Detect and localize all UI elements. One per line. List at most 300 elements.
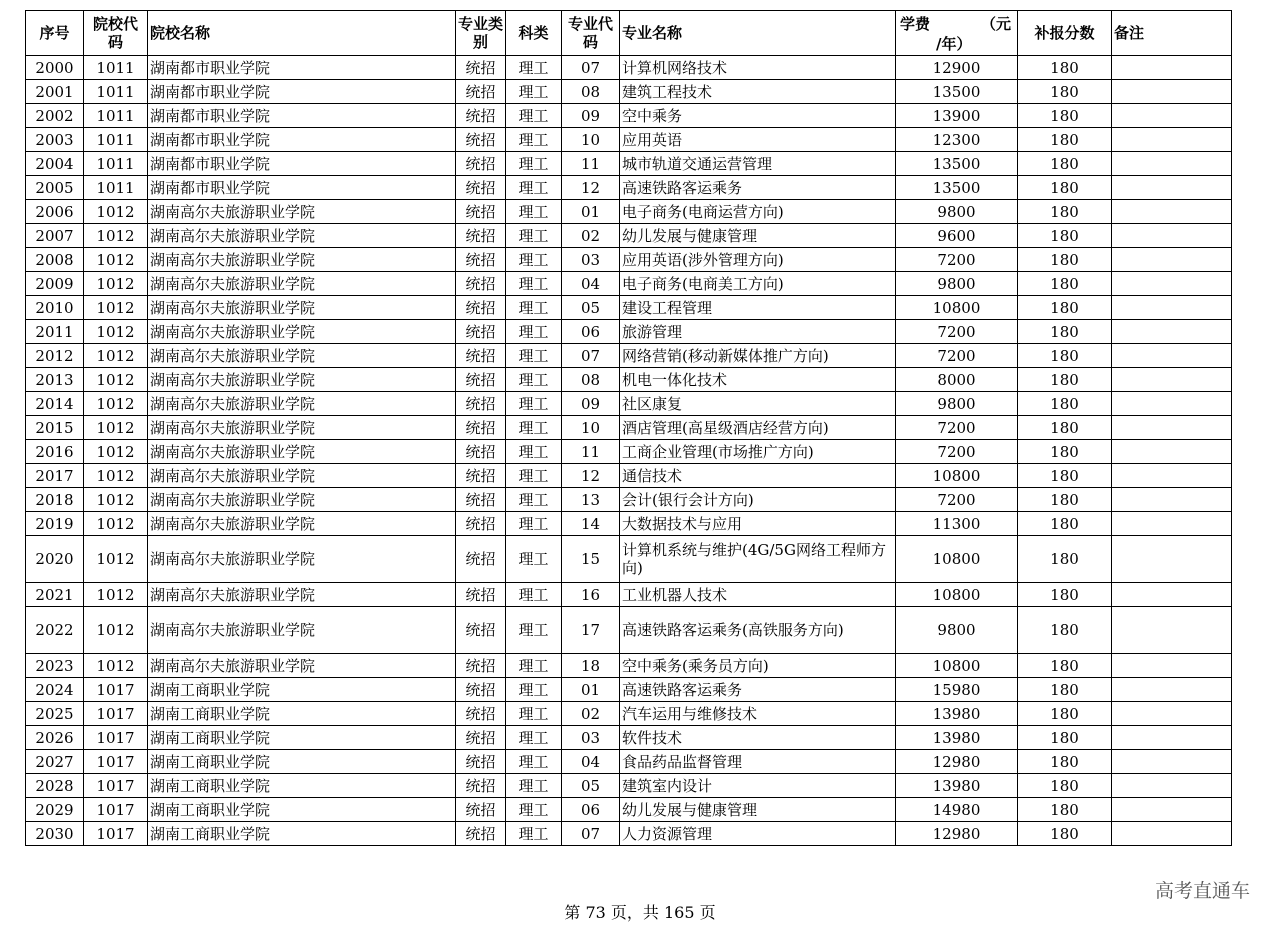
cell-school-code: 1011 bbox=[84, 104, 148, 128]
cell-major-type: 统招 bbox=[456, 512, 506, 536]
cell-category: 理工 bbox=[506, 440, 562, 464]
cell-fee: 9800 bbox=[896, 607, 1018, 654]
cell-school-name: 湖南工商职业学院 bbox=[148, 726, 456, 750]
cell-major-name: 汽车运用与维修技术 bbox=[620, 702, 896, 726]
watermark: 高考直通车 bbox=[1154, 880, 1250, 902]
cell-school-name: 湖南工商职业学院 bbox=[148, 678, 456, 702]
cell-seq: 2004 bbox=[26, 152, 84, 176]
cell-school-code: 1012 bbox=[84, 536, 148, 583]
cell-major-name: 电子商务(电商美工方向) bbox=[620, 272, 896, 296]
cell-category: 理工 bbox=[506, 320, 562, 344]
cell-major-type: 统招 bbox=[456, 726, 506, 750]
cell-seq: 2014 bbox=[26, 392, 84, 416]
cell-score: 180 bbox=[1018, 440, 1112, 464]
cell-major-name: 应用英语(涉外管理方向) bbox=[620, 248, 896, 272]
cell-school-code: 1011 bbox=[84, 56, 148, 80]
cell-major-name: 网络营销(移动新媒体推广方向) bbox=[620, 344, 896, 368]
cell-major-code: 06 bbox=[562, 320, 620, 344]
cell-remark bbox=[1112, 344, 1232, 368]
cell-seq: 2013 bbox=[26, 368, 84, 392]
cell-score: 180 bbox=[1018, 488, 1112, 512]
cell-score: 180 bbox=[1018, 798, 1112, 822]
cell-score: 180 bbox=[1018, 272, 1112, 296]
cell-school-code: 1012 bbox=[84, 368, 148, 392]
cell-fee: 12980 bbox=[896, 822, 1018, 846]
cell-major-name: 机电一体化技术 bbox=[620, 368, 896, 392]
cell-category: 理工 bbox=[506, 416, 562, 440]
cell-major-code: 01 bbox=[562, 200, 620, 224]
cell-major-name: 计算机系统与维护(4G/5G网络工程师方向) bbox=[620, 536, 896, 583]
cell-remark bbox=[1112, 536, 1232, 583]
cell-school-code: 1012 bbox=[84, 512, 148, 536]
cell-remark bbox=[1112, 128, 1232, 152]
cell-major-code: 04 bbox=[562, 272, 620, 296]
cell-school-name: 湖南高尔夫旅游职业学院 bbox=[148, 224, 456, 248]
cell-category: 理工 bbox=[506, 224, 562, 248]
cell-school-name: 湖南高尔夫旅游职业学院 bbox=[148, 272, 456, 296]
header-school-code: 院校代码 bbox=[84, 11, 148, 56]
cell-major-type: 统招 bbox=[456, 56, 506, 80]
cell-major-code: 16 bbox=[562, 583, 620, 607]
cell-major-code: 13 bbox=[562, 488, 620, 512]
cell-school-code: 1017 bbox=[84, 822, 148, 846]
table-row bbox=[26, 750, 1232, 774]
cell-remark bbox=[1112, 607, 1232, 654]
cell-school-name: 湖南高尔夫旅游职业学院 bbox=[148, 392, 456, 416]
cell-seq: 2025 bbox=[26, 702, 84, 726]
cell-school-code: 1012 bbox=[84, 224, 148, 248]
cell-school-code: 1011 bbox=[84, 152, 148, 176]
cell-major-code: 09 bbox=[562, 104, 620, 128]
cell-school-name: 湖南高尔夫旅游职业学院 bbox=[148, 440, 456, 464]
cell-remark bbox=[1112, 488, 1232, 512]
cell-major-type: 统招 bbox=[456, 774, 506, 798]
cell-school-name: 湖南高尔夫旅游职业学院 bbox=[148, 320, 456, 344]
cell-fee: 11300 bbox=[896, 512, 1018, 536]
cell-major-type: 统招 bbox=[456, 248, 506, 272]
cell-remark bbox=[1112, 80, 1232, 104]
cell-score: 180 bbox=[1018, 654, 1112, 678]
cell-major-type: 统招 bbox=[456, 798, 506, 822]
cell-fee: 12900 bbox=[896, 56, 1018, 80]
cell-school-name: 湖南高尔夫旅游职业学院 bbox=[148, 512, 456, 536]
admission-table bbox=[25, 10, 1232, 846]
cell-major-code: 18 bbox=[562, 654, 620, 678]
cell-school-code: 1017 bbox=[84, 726, 148, 750]
cell-seq: 2030 bbox=[26, 822, 84, 846]
cell-major-type: 统招 bbox=[456, 224, 506, 248]
cell-category: 理工 bbox=[506, 128, 562, 152]
table-row bbox=[26, 368, 1232, 392]
cell-score: 180 bbox=[1018, 344, 1112, 368]
cell-major-type: 统招 bbox=[456, 272, 506, 296]
cell-score: 180 bbox=[1018, 248, 1112, 272]
cell-category: 理工 bbox=[506, 822, 562, 846]
cell-remark bbox=[1112, 320, 1232, 344]
cell-school-name: 湖南工商职业学院 bbox=[148, 750, 456, 774]
cell-category: 理工 bbox=[506, 488, 562, 512]
cell-school-name: 湖南高尔夫旅游职业学院 bbox=[148, 536, 456, 583]
cell-remark bbox=[1112, 464, 1232, 488]
table-row bbox=[26, 464, 1232, 488]
cell-major-code: 11 bbox=[562, 152, 620, 176]
cell-major-name: 建筑工程技术 bbox=[620, 80, 896, 104]
cell-category: 理工 bbox=[506, 152, 562, 176]
cell-seq: 2016 bbox=[26, 440, 84, 464]
cell-major-type: 统招 bbox=[456, 654, 506, 678]
header-seq: 序号 bbox=[26, 11, 84, 56]
header-fee-unit-end: /年） bbox=[936, 35, 972, 53]
cell-remark bbox=[1112, 440, 1232, 464]
cell-fee: 15980 bbox=[896, 678, 1018, 702]
cell-school-code: 1011 bbox=[84, 80, 148, 104]
cell-seq: 2006 bbox=[26, 200, 84, 224]
cell-school-code: 1012 bbox=[84, 248, 148, 272]
cell-school-code: 1012 bbox=[84, 344, 148, 368]
cell-fee: 8000 bbox=[896, 368, 1018, 392]
cell-school-name: 湖南高尔夫旅游职业学院 bbox=[148, 200, 456, 224]
cell-major-name: 食品药品监督管理 bbox=[620, 750, 896, 774]
table-row bbox=[26, 678, 1232, 702]
cell-major-type: 统招 bbox=[456, 750, 506, 774]
cell-major-code: 17 bbox=[562, 607, 620, 654]
cell-seq: 2018 bbox=[26, 488, 84, 512]
table-row bbox=[26, 152, 1232, 176]
cell-remark bbox=[1112, 368, 1232, 392]
cell-school-code: 1012 bbox=[84, 296, 148, 320]
table-row bbox=[26, 320, 1232, 344]
table-row bbox=[26, 702, 1232, 726]
cell-major-type: 统招 bbox=[456, 296, 506, 320]
cell-major-name: 人力资源管理 bbox=[620, 822, 896, 846]
cell-school-name: 湖南工商职业学院 bbox=[148, 798, 456, 822]
cell-major-type: 统招 bbox=[456, 536, 506, 583]
cell-school-code: 1012 bbox=[84, 320, 148, 344]
table-row bbox=[26, 80, 1232, 104]
cell-category: 理工 bbox=[506, 296, 562, 320]
cell-school-code: 1017 bbox=[84, 750, 148, 774]
cell-seq: 2005 bbox=[26, 176, 84, 200]
cell-score: 180 bbox=[1018, 750, 1112, 774]
cell-school-name: 湖南高尔夫旅游职业学院 bbox=[148, 248, 456, 272]
cell-major-code: 08 bbox=[562, 80, 620, 104]
cell-major-code: 06 bbox=[562, 798, 620, 822]
table-row bbox=[26, 200, 1232, 224]
cell-major-name: 会计(银行会计方向) bbox=[620, 488, 896, 512]
table-row bbox=[26, 224, 1232, 248]
cell-seq: 2010 bbox=[26, 296, 84, 320]
cell-school-name: 湖南高尔夫旅游职业学院 bbox=[148, 416, 456, 440]
cell-major-code: 07 bbox=[562, 56, 620, 80]
cell-remark bbox=[1112, 726, 1232, 750]
cell-category: 理工 bbox=[506, 607, 562, 654]
cell-major-name: 幼儿发展与健康管理 bbox=[620, 798, 896, 822]
cell-major-type: 统招 bbox=[456, 152, 506, 176]
cell-school-name: 湖南高尔夫旅游职业学院 bbox=[148, 607, 456, 654]
cell-school-code: 1012 bbox=[84, 272, 148, 296]
cell-major-name: 建设工程管理 bbox=[620, 296, 896, 320]
cell-seq: 2011 bbox=[26, 320, 84, 344]
header-major-code: 专业代码 bbox=[562, 11, 620, 56]
cell-remark bbox=[1112, 583, 1232, 607]
cell-category: 理工 bbox=[506, 798, 562, 822]
cell-category: 理工 bbox=[506, 56, 562, 80]
cell-major-type: 统招 bbox=[456, 583, 506, 607]
cell-seq: 2027 bbox=[26, 750, 84, 774]
cell-major-type: 统招 bbox=[456, 80, 506, 104]
cell-school-code: 1012 bbox=[84, 416, 148, 440]
cell-school-code: 1012 bbox=[84, 464, 148, 488]
cell-seq: 2020 bbox=[26, 536, 84, 583]
cell-seq: 2028 bbox=[26, 774, 84, 798]
cell-fee: 13980 bbox=[896, 726, 1018, 750]
table-row bbox=[26, 583, 1232, 607]
cell-seq: 2012 bbox=[26, 344, 84, 368]
cell-fee: 9800 bbox=[896, 392, 1018, 416]
cell-fee: 14980 bbox=[896, 798, 1018, 822]
cell-remark bbox=[1112, 200, 1232, 224]
cell-school-code: 1017 bbox=[84, 678, 148, 702]
cell-major-name: 应用英语 bbox=[620, 128, 896, 152]
cell-category: 理工 bbox=[506, 583, 562, 607]
cell-seq: 2007 bbox=[26, 224, 84, 248]
cell-score: 180 bbox=[1018, 176, 1112, 200]
cell-major-code: 07 bbox=[562, 822, 620, 846]
table-row bbox=[26, 128, 1232, 152]
cell-seq: 2021 bbox=[26, 583, 84, 607]
cell-fee: 10800 bbox=[896, 654, 1018, 678]
cell-fee: 7200 bbox=[896, 488, 1018, 512]
cell-seq: 2024 bbox=[26, 678, 84, 702]
table-row bbox=[26, 488, 1232, 512]
cell-major-code: 02 bbox=[562, 702, 620, 726]
cell-seq: 2022 bbox=[26, 607, 84, 654]
cell-score: 180 bbox=[1018, 726, 1112, 750]
header-fee-unit-start: （元 bbox=[980, 15, 1011, 33]
cell-major-code: 07 bbox=[562, 344, 620, 368]
cell-category: 理工 bbox=[506, 726, 562, 750]
cell-school-name: 湖南高尔夫旅游职业学院 bbox=[148, 368, 456, 392]
table-row bbox=[26, 416, 1232, 440]
cell-major-code: 03 bbox=[562, 248, 620, 272]
cell-school-code: 1012 bbox=[84, 583, 148, 607]
cell-major-code: 14 bbox=[562, 512, 620, 536]
cell-score: 180 bbox=[1018, 678, 1112, 702]
cell-category: 理工 bbox=[506, 702, 562, 726]
cell-fee: 9800 bbox=[896, 200, 1018, 224]
header-school-name: 院校名称 bbox=[148, 11, 456, 56]
cell-fee: 10800 bbox=[896, 583, 1018, 607]
cell-seq: 2017 bbox=[26, 464, 84, 488]
cell-category: 理工 bbox=[506, 200, 562, 224]
cell-major-name: 计算机网络技术 bbox=[620, 56, 896, 80]
cell-score: 180 bbox=[1018, 702, 1112, 726]
cell-seq: 2001 bbox=[26, 80, 84, 104]
cell-score: 180 bbox=[1018, 583, 1112, 607]
cell-seq: 2026 bbox=[26, 726, 84, 750]
cell-remark bbox=[1112, 176, 1232, 200]
cell-score: 180 bbox=[1018, 128, 1112, 152]
cell-seq: 2000 bbox=[26, 56, 84, 80]
cell-seq: 2002 bbox=[26, 104, 84, 128]
header-fee-label: 学费 bbox=[900, 15, 931, 33]
cell-major-type: 统招 bbox=[456, 320, 506, 344]
table-row bbox=[26, 512, 1232, 536]
cell-major-code: 01 bbox=[562, 678, 620, 702]
cell-category: 理工 bbox=[506, 512, 562, 536]
cell-fee: 7200 bbox=[896, 248, 1018, 272]
cell-fee: 9600 bbox=[896, 224, 1018, 248]
cell-major-name: 工业机器人技术 bbox=[620, 583, 896, 607]
table-row bbox=[26, 344, 1232, 368]
cell-remark bbox=[1112, 678, 1232, 702]
cell-fee: 10800 bbox=[896, 464, 1018, 488]
cell-school-name: 湖南工商职业学院 bbox=[148, 822, 456, 846]
cell-major-code: 12 bbox=[562, 464, 620, 488]
table-row bbox=[26, 536, 1232, 583]
header-major-name: 专业名称 bbox=[620, 11, 896, 56]
cell-major-code: 10 bbox=[562, 416, 620, 440]
cell-score: 180 bbox=[1018, 464, 1112, 488]
cell-category: 理工 bbox=[506, 272, 562, 296]
cell-fee: 7200 bbox=[896, 320, 1018, 344]
cell-fee: 7200 bbox=[896, 440, 1018, 464]
cell-school-code: 1017 bbox=[84, 798, 148, 822]
cell-fee: 13500 bbox=[896, 176, 1018, 200]
cell-score: 180 bbox=[1018, 774, 1112, 798]
cell-major-name: 高速铁路客运乘务 bbox=[620, 176, 896, 200]
cell-school-code: 1012 bbox=[84, 488, 148, 512]
header-score: 补报分数 bbox=[1018, 11, 1112, 56]
cell-remark bbox=[1112, 248, 1232, 272]
cell-seq: 2019 bbox=[26, 512, 84, 536]
cell-score: 180 bbox=[1018, 368, 1112, 392]
cell-major-type: 统招 bbox=[456, 344, 506, 368]
cell-remark bbox=[1112, 774, 1232, 798]
cell-score: 180 bbox=[1018, 822, 1112, 846]
cell-major-name: 旅游管理 bbox=[620, 320, 896, 344]
cell-category: 理工 bbox=[506, 536, 562, 583]
cell-school-name: 湖南都市职业学院 bbox=[148, 80, 456, 104]
cell-seq: 2015 bbox=[26, 416, 84, 440]
page-footer: 第 73 页，共 165 页 bbox=[564, 903, 716, 922]
cell-school-name: 湖南高尔夫旅游职业学院 bbox=[148, 654, 456, 678]
cell-remark bbox=[1112, 654, 1232, 678]
cell-major-code: 03 bbox=[562, 726, 620, 750]
cell-major-name: 幼儿发展与健康管理 bbox=[620, 224, 896, 248]
cell-major-type: 统招 bbox=[456, 440, 506, 464]
cell-school-name: 湖南都市职业学院 bbox=[148, 152, 456, 176]
table-row bbox=[26, 296, 1232, 320]
cell-major-name: 社区康复 bbox=[620, 392, 896, 416]
table-row bbox=[26, 654, 1232, 678]
cell-major-type: 统招 bbox=[456, 464, 506, 488]
cell-major-type: 统招 bbox=[456, 822, 506, 846]
cell-school-code: 1017 bbox=[84, 774, 148, 798]
cell-school-name: 湖南高尔夫旅游职业学院 bbox=[148, 464, 456, 488]
cell-major-code: 09 bbox=[562, 392, 620, 416]
cell-fee: 10800 bbox=[896, 296, 1018, 320]
cell-category: 理工 bbox=[506, 654, 562, 678]
cell-school-code: 1017 bbox=[84, 702, 148, 726]
cell-remark bbox=[1112, 104, 1232, 128]
cell-fee: 13500 bbox=[896, 80, 1018, 104]
cell-score: 180 bbox=[1018, 320, 1112, 344]
cell-category: 理工 bbox=[506, 368, 562, 392]
cell-fee: 7200 bbox=[896, 344, 1018, 368]
cell-major-name: 大数据技术与应用 bbox=[620, 512, 896, 536]
cell-school-code: 1012 bbox=[84, 440, 148, 464]
cell-score: 180 bbox=[1018, 80, 1112, 104]
cell-category: 理工 bbox=[506, 104, 562, 128]
cell-major-code: 05 bbox=[562, 296, 620, 320]
cell-major-name: 酒店管理(高星级酒店经营方向) bbox=[620, 416, 896, 440]
cell-major-type: 统招 bbox=[456, 368, 506, 392]
cell-score: 180 bbox=[1018, 536, 1112, 583]
cell-score: 180 bbox=[1018, 104, 1112, 128]
cell-score: 180 bbox=[1018, 416, 1112, 440]
header-category: 科类 bbox=[506, 11, 562, 56]
cell-school-name: 湖南工商职业学院 bbox=[148, 702, 456, 726]
cell-remark bbox=[1112, 512, 1232, 536]
cell-major-code: 12 bbox=[562, 176, 620, 200]
cell-school-name: 湖南都市职业学院 bbox=[148, 176, 456, 200]
cell-fee: 13980 bbox=[896, 774, 1018, 798]
table-row bbox=[26, 798, 1232, 822]
cell-school-name: 湖南都市职业学院 bbox=[148, 128, 456, 152]
table-row bbox=[26, 248, 1232, 272]
cell-remark bbox=[1112, 798, 1232, 822]
cell-school-name: 湖南高尔夫旅游职业学院 bbox=[148, 488, 456, 512]
cell-remark bbox=[1112, 272, 1232, 296]
table-row bbox=[26, 272, 1232, 296]
cell-school-name: 湖南高尔夫旅游职业学院 bbox=[148, 583, 456, 607]
cell-major-code: 04 bbox=[562, 750, 620, 774]
cell-category: 理工 bbox=[506, 392, 562, 416]
cell-fee: 13980 bbox=[896, 702, 1018, 726]
cell-seq: 2008 bbox=[26, 248, 84, 272]
cell-major-type: 统招 bbox=[456, 607, 506, 654]
cell-major-code: 10 bbox=[562, 128, 620, 152]
cell-major-type: 统招 bbox=[456, 416, 506, 440]
cell-score: 180 bbox=[1018, 56, 1112, 80]
cell-major-type: 统招 bbox=[456, 702, 506, 726]
cell-school-name: 湖南都市职业学院 bbox=[148, 56, 456, 80]
cell-school-name: 湖南高尔夫旅游职业学院 bbox=[148, 296, 456, 320]
cell-fee: 7200 bbox=[896, 416, 1018, 440]
cell-seq: 2023 bbox=[26, 654, 84, 678]
cell-score: 180 bbox=[1018, 392, 1112, 416]
cell-school-name: 湖南高尔夫旅游职业学院 bbox=[148, 344, 456, 368]
header-remark: 备注 bbox=[1112, 11, 1232, 56]
cell-major-name: 工商企业管理(市场推广方向) bbox=[620, 440, 896, 464]
cell-major-code: 05 bbox=[562, 774, 620, 798]
cell-school-code: 1012 bbox=[84, 392, 148, 416]
cell-major-type: 统招 bbox=[456, 176, 506, 200]
cell-major-name: 空中乘务 bbox=[620, 104, 896, 128]
cell-school-code: 1012 bbox=[84, 200, 148, 224]
cell-major-name: 电子商务(电商运营方向) bbox=[620, 200, 896, 224]
cell-major-type: 统招 bbox=[456, 200, 506, 224]
cell-remark bbox=[1112, 56, 1232, 80]
cell-major-type: 统招 bbox=[456, 678, 506, 702]
table-row bbox=[26, 176, 1232, 200]
cell-school-code: 1011 bbox=[84, 176, 148, 200]
header-fee bbox=[896, 11, 1018, 56]
cell-major-name: 高速铁路客运乘务 bbox=[620, 678, 896, 702]
cell-remark bbox=[1112, 224, 1232, 248]
cell-category: 理工 bbox=[506, 464, 562, 488]
